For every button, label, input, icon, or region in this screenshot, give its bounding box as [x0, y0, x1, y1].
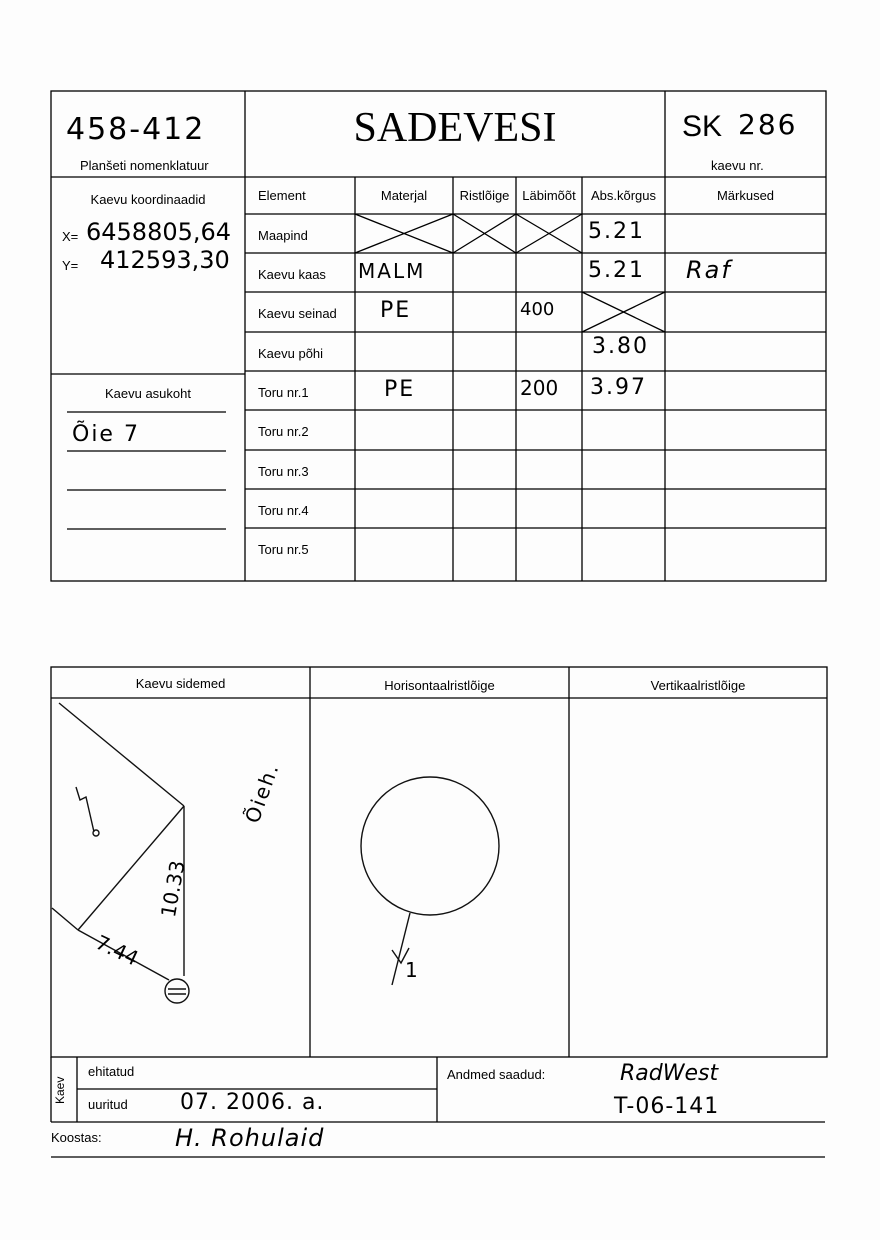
well-prefix: SK: [682, 110, 723, 143]
col-abs: Abs.kõrgus: [590, 188, 657, 203]
plansheet-value: 458-412: [66, 112, 206, 147]
row-element: Toru nr.2: [258, 424, 309, 439]
data-value1: RadWest: [620, 1061, 719, 1086]
y-label: Y=: [62, 258, 79, 273]
surveyed-label: uuritud: [88, 1097, 128, 1112]
row-element: Toru nr.3: [258, 464, 309, 479]
row-element: Kaevu kaas: [258, 267, 326, 282]
data-label: Andmed saadud:: [447, 1067, 546, 1082]
sketch-col1: Kaevu sidemed: [135, 676, 226, 691]
surveyed-value: 07. 2006. a.: [180, 1090, 325, 1115]
data-value2: T-06-141: [614, 1094, 720, 1119]
dim-10-33: 10.33: [156, 858, 190, 920]
row-element: Toru nr.5: [258, 542, 309, 557]
location-label: Kaevu asukoht: [104, 386, 191, 401]
well-number: 286: [738, 108, 798, 141]
side-label: Kaev: [53, 1076, 67, 1104]
pohi-abs: 3.80: [592, 334, 649, 359]
row-element: Toru nr.4: [258, 503, 309, 518]
row-element: Kaevu seinad: [258, 306, 337, 321]
seinad-diameter: 400: [520, 299, 555, 320]
toru1-diameter: 200: [520, 376, 559, 400]
row-element: Maapind: [258, 228, 308, 243]
dim-7-44: 7.44: [91, 930, 143, 971]
col-diameter: Läbimõõt: [522, 188, 576, 203]
page-title: SADEVESI: [353, 105, 557, 151]
toru1-material: PE: [384, 377, 416, 402]
seinad-material: PE: [380, 298, 412, 323]
compiled-value: H. Rohulaid: [175, 1124, 325, 1152]
col-material: Materjal: [380, 188, 428, 203]
built-label: ehitatud: [88, 1064, 135, 1079]
sketch-col3: Vertikaalristlõige: [650, 678, 746, 693]
sketch-col2: Horisontaalristlõige: [384, 678, 495, 693]
x-label: X=: [62, 229, 79, 244]
col-notes: Märkused: [716, 188, 775, 203]
kaas-abs: 5.21: [588, 258, 645, 283]
coords-label: Kaevu koordinaadid: [90, 192, 206, 207]
kaas-material: MALM: [358, 259, 426, 283]
horizontal-section: [361, 777, 499, 985]
location-value: Õie 7: [72, 422, 140, 447]
well-label: kaevu nr.: [711, 158, 764, 173]
col-cross: Ristlõige: [459, 188, 510, 203]
street-label: Õieh.: [240, 759, 284, 827]
toru1-abs: 3.97: [590, 375, 647, 400]
row-element: Toru nr.1: [258, 385, 309, 400]
kaas-notes: Raf: [686, 256, 732, 284]
row-element: Kaevu põhi: [258, 346, 324, 361]
col-element: Element: [258, 188, 306, 203]
pipe-label: 1: [405, 958, 420, 982]
compiled-label: Koostas:: [51, 1130, 102, 1145]
plansheet-label: Planšeti nomenklatuur: [80, 158, 209, 173]
maapind-abs: 5.21: [588, 219, 645, 244]
x-value: 6458805,64: [86, 218, 232, 246]
y-value: 412593,30: [100, 246, 230, 274]
